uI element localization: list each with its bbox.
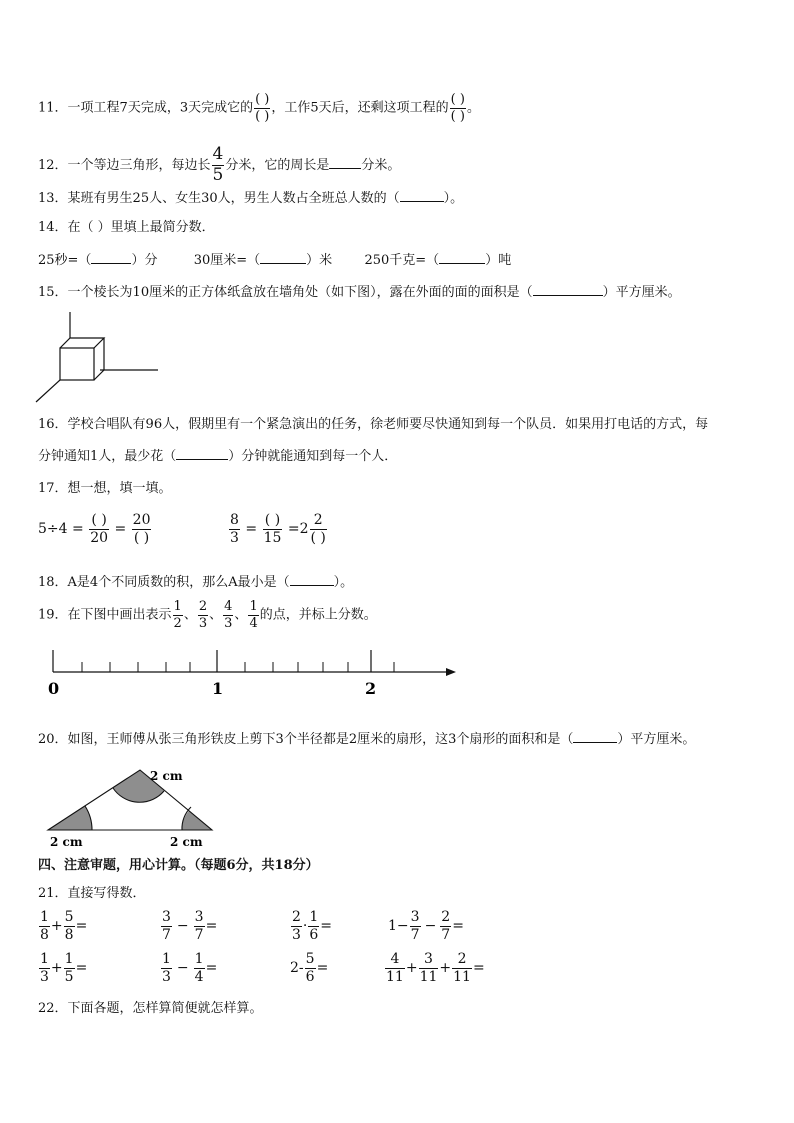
triangle-sectors-figure xyxy=(40,764,240,854)
q11-fraction-2: $\frac{( )}{( )}$ xyxy=(450,92,465,124)
label-left: 2 cm xyxy=(50,835,83,849)
question-21-title: 21．直接写得数． xyxy=(38,886,146,901)
q14-blank-2[interactable] xyxy=(260,252,306,264)
label-2: 2 xyxy=(365,679,377,698)
q21-row1-item3: $\frac{2}{3}$ · $\frac{1}{6}$ = xyxy=(292,909,333,943)
q11-text-b: ，工作5天后，还剩这项工程的 xyxy=(271,100,449,116)
question-14-parts: 25秒=（ ）分 30厘米=（ ）米 250千克=（ ）吨 xyxy=(38,253,512,268)
q20-answer-blank[interactable] xyxy=(573,731,617,743)
question-12: 12．一个等边三角形，每边长 $\frac{4}{5}$ 分米，它的周长是 分米。 xyxy=(38,144,401,185)
section-4-heading: 四、注意审题，用心计算。（每题6分，共18分） xyxy=(38,858,319,873)
label-1: 1 xyxy=(212,679,224,698)
q19-fraction-4: $\frac{1}{4}$ xyxy=(249,599,258,631)
q11-text-a: 11．一项工程7天完成，3天完成它的 xyxy=(38,100,254,116)
q21-row2-item3: 2- $\frac{5}{6}$ = xyxy=(290,951,329,985)
label-0: 0 xyxy=(48,679,60,698)
label-top: 2 cm xyxy=(150,769,183,783)
q21-row2-item1: $\frac{1}{3}$ + $\frac{1}{5}$ = xyxy=(40,951,88,985)
q11-fraction-1: $\frac{( )}{( )}$ xyxy=(255,92,270,124)
number-line-arrow xyxy=(446,668,456,676)
q21-row1-item4: 1− $\frac{3}{7}$ − $\frac{2}{7}$ = xyxy=(388,909,464,943)
question-13: 13．某班有男生25人、女生30人，男生人数占全班总人数的（ ）。 xyxy=(38,191,464,206)
question-16-line-1: 16．学校合唱队有96人，假期里有一个紧急演出的任务，徐老师要尽快通知到每一个队员．如果用打电话的方式，每 xyxy=(38,417,709,432)
q19-fraction-3: $\frac{4}{3}$ xyxy=(224,599,233,631)
question-15: 15．一个棱长为10厘米的正方体纸盒放在墙角处（如下图），露在外面的面的面积是（ ）平方厘米。 xyxy=(38,285,681,300)
question-22: 22．下面各题，怎样算简便就怎样算。 xyxy=(38,1001,263,1016)
q12-fraction: $\frac{4}{5}$ xyxy=(212,144,224,185)
q19-fraction-2: $\frac{2}{3}$ xyxy=(198,599,208,631)
q17-equation-1: 5÷4 = $\frac{( )}{20}$ = $\frac{20}{( )}$ xyxy=(38,512,151,546)
question-11: 11．一项工程7天完成，3天完成它的 $\frac{( )}{( )}$ ，工作5天后，还剩这项工程的 $\frac{( )}{( )}$ 。 xyxy=(38,92,480,124)
q13-answer-blank[interactable] xyxy=(400,190,444,202)
question-19: 19．在下图中画出表示 $\frac{1}{2}$ 、 $\frac{2}{3}$ 、 $\frac{4}{3}$ 、 $\frac{1}{4}$ 的点，并标上分数。 xyxy=(38,599,377,631)
q17-equation-2: $\frac{8}{3}$ = $\frac{( )}{15}$ =2 $\frac{2}{( )}$ xyxy=(230,512,326,546)
q19-fraction-1: $\frac{1}{2}$ xyxy=(173,599,182,631)
q14-blank-1[interactable] xyxy=(91,252,131,264)
q21-row1-item1: $\frac{1}{8}$ + $\frac{5}{8}$ = xyxy=(40,909,88,943)
question-20: 20．如图，王师傅从张三角形铁皮上剪下3个半径都是2厘米的扇形，这3个扇形的面积和是（ ）平方厘米。 xyxy=(38,732,696,747)
q21-row1-item2: $\frac{3}{7}$ − $\frac{3}{7}$ = xyxy=(162,909,218,943)
q21-row2-item4: $\frac{4}{11}$ + $\frac{3}{11}$ + $\frac{2}{11}$ = xyxy=(386,951,485,985)
cube-corner-figure xyxy=(30,308,170,408)
q18-answer-blank[interactable] xyxy=(290,574,334,586)
question-14-title: 14．在（ ）里填上最简分数． xyxy=(38,220,215,235)
q14-blank-3[interactable] xyxy=(439,252,485,264)
question-16-line-2: 分钟通知1人，最少花（ ）分钟就能通知到每一个人． xyxy=(38,449,398,464)
q12-answer-blank[interactable] xyxy=(329,157,361,169)
number-line-ticks xyxy=(53,650,450,672)
question-18: 18．A是4个不同质数的积，那么A最小是（ ）。 xyxy=(38,575,354,590)
q15-answer-blank[interactable] xyxy=(533,284,603,296)
number-line xyxy=(40,644,470,700)
q21-row2-item2: $\frac{1}{3}$ − $\frac{1}{4}$ = xyxy=(162,951,218,985)
label-right: 2 cm xyxy=(170,835,203,849)
question-17-title: 17．想一想，填一填。 xyxy=(38,481,172,496)
q16-answer-blank[interactable] xyxy=(176,448,228,460)
